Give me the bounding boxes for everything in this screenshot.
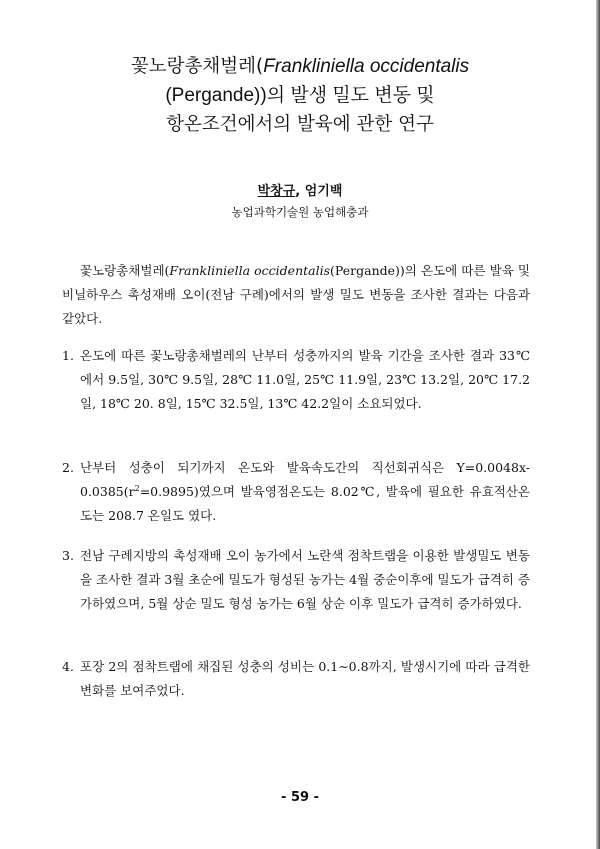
intro-text-end: (Pergande))의 온도에 따른 발육 및 비닐하우스 촉성재배 오이(전남 구례)에서의 발생 밀도 변동을 조사한 결과는 다음과 같았다.: [62, 263, 531, 326]
co-author: 엄기백: [304, 184, 343, 199]
intro-paragraph: [62, 259, 530, 331]
title-korean-name: 꽃노랑총채벌레(: [130, 56, 264, 77]
regression-text-start: 난부터 성충이 되기까지 온도와 발육속도간의 직선회귀식은 Y=0.0048x-0.0385(r: [80, 460, 530, 499]
item-text: 온도에 따른 꽃노랑총채벌레의 난부터 성충까지의 발육 기간을 조사한 결과 33℃에서 9.5일, 30℃ 9.5일, 28℃ 11.0일, 25℃ 11.9일, 23℃ 13.2일, 20℃ 17.2일, 18℃ 20. 8일, 15℃ 32.5일, 13℃ 42.2일이 소요되었다.: [80, 348, 530, 411]
r-squared-superscript: 2: [134, 483, 140, 493]
result-item-2: [62, 456, 530, 528]
title-species-name: Frankliniella occidentalis: [263, 56, 470, 77]
result-item-1: [62, 344, 530, 416]
item-text: 전남 구례지방의 촉성재배 오이 농가에서 노란색 점착트랩을 이용한 발생밀도 변동을 조사한 결과 3월 초순에 밀도가 형성된 농가는 4월 중순이후에 밀도가 급격히 증가하였으며, 5월 상순 밀도 형성 농가는 6월 상순 이후 밀도가 급격히 증가하였다.: [80, 548, 530, 611]
intro-species-name: Frankliniella occidentalis: [169, 263, 331, 278]
intro-text-start: 꽃노랑총채벌레(: [80, 263, 170, 278]
title-line-2-text: (Pergande))의 발생 밀도 변동 및: [165, 85, 435, 106]
item-text: [80, 456, 530, 528]
presenting-author: 박창규: [257, 184, 296, 199]
item-text: 포장 2의 점착트랩에 채집된 성충의 성비는 0.1∼0.8까지, 발생시기에 따라 급격한 변화를 보여주었다.: [80, 659, 530, 698]
page-number: - 59 -: [281, 790, 319, 805]
result-item-3: [62, 544, 530, 616]
item-number: 4.: [62, 659, 74, 674]
paper-title: [60, 52, 540, 139]
authors: [0, 180, 600, 199]
regression-text-end: =0.9895)였으며 발육영점온도는 8.02℃, 발육에 필요한 유효적산온도는 208.7 온일도 였다.: [80, 484, 530, 523]
affiliation: 농업과학기술원 농업해충과: [231, 205, 369, 219]
author-separator: ,: [295, 184, 305, 199]
item-number: 1.: [62, 348, 74, 363]
page-edge-shadow: [596, 0, 600, 849]
item-number: 2.: [62, 460, 74, 475]
item-number: 3.: [62, 548, 74, 563]
title-line-1: [60, 52, 540, 81]
result-item-4: [62, 655, 530, 703]
title-line-2: [60, 81, 540, 110]
title-line-3: 항온조건에서의 발육에 관한 연구: [166, 114, 434, 135]
